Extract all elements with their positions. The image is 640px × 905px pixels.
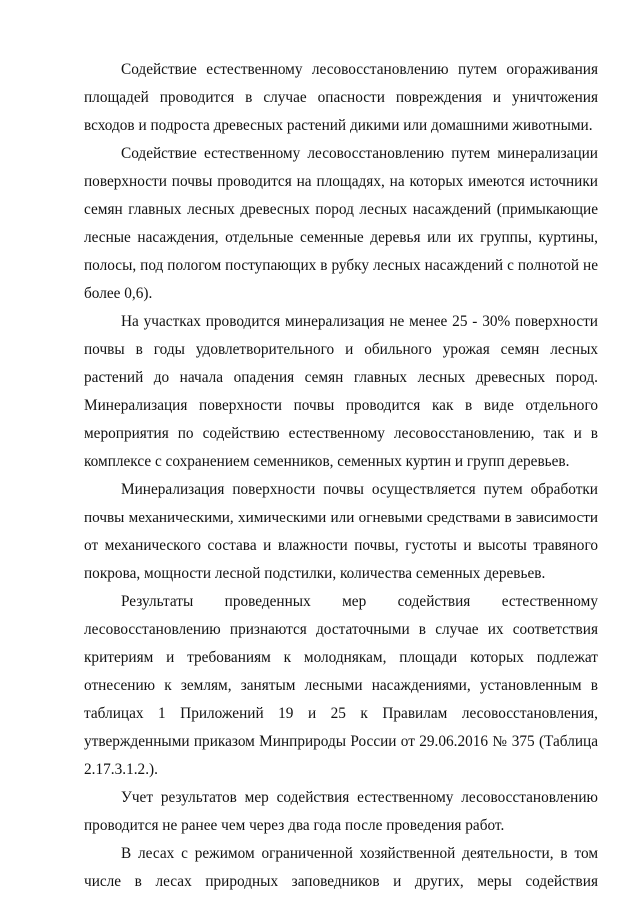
text-line: Содействие естественному лесовосстановлению путем огораживания	[121, 61, 598, 78]
text-line: семян главных лесных древесных пород лесных насаждений (примыкающие	[84, 201, 598, 218]
text-line: покрова, мощности лесной подстилки, количества семенных деревьев.	[84, 565, 546, 582]
text-line: Учет результатов мер содействия естественному лесовосстановлению	[121, 789, 598, 806]
text-line: мероприятия по содействию естественному лесовосстановлению, так и в	[84, 425, 598, 442]
text-line: Результаты проведенных мер содействия естественному	[121, 593, 598, 610]
text-line: почвы механическими, химическими или огневыми средствами в зависимости	[84, 509, 598, 526]
text-line: Содействие естественному лесовосстановлению путем минерализации	[121, 145, 598, 162]
paragraph-results	[84, 588, 598, 784]
paragraph-fencing	[84, 56, 598, 140]
text-line: В лесах с режимом ограниченной хозяйственной деятельности, в том	[121, 845, 598, 862]
text-line: Минерализация поверхности почвы проводится как в виде отдельного	[84, 397, 598, 414]
text-line: всходов и подроста древесных растений дикими или домашними животными.	[84, 117, 593, 134]
text-line: утвержденными приказом Минприроды России от 29.06.2016 № 375 (Таблица	[84, 733, 598, 750]
paragraph-mineralization-percent	[84, 308, 598, 476]
paragraph-soil-treatment	[84, 476, 598, 588]
text-line: отнесению к землям, занятым лесными насаждениями, установленным в	[84, 677, 598, 694]
text-line: таблицах 1 Приложений 19 и 25 к Правилам лесовосстановления,	[84, 705, 598, 722]
text-line: почвы в годы удовлетворительного и обильного урожая семян лесных	[84, 341, 598, 358]
text-line: от механического состава и влажности почвы, густоты и высоты травяного	[84, 537, 598, 554]
text-line: критериям и требованиям к молоднякам, площади которых подлежат	[84, 649, 598, 666]
text-line: комплексе с сохранением семенников, семенных куртин и групп деревьев.	[84, 453, 570, 470]
text-line: поверхности почвы проводится на площадях, на которых имеются источники	[84, 173, 598, 190]
paragraph-mineralization-areas	[84, 140, 598, 308]
document-body	[84, 56, 598, 896]
text-line: 2.17.3.1.2.).	[84, 761, 158, 778]
text-line: растений до начала опадения семян главных лесных древесных пород.	[84, 369, 598, 386]
text-line: Минерализация поверхности почвы осуществляется путем обработки	[121, 481, 598, 498]
text-line: площадей проводится в случае опасности повреждения и уничтожения	[84, 89, 598, 106]
text-line: лесные насаждения, отдельные семенные деревья или их группы, куртины,	[84, 229, 598, 246]
paragraph-restricted-forests	[84, 840, 598, 896]
text-line: проводится не ранее чем через два года после проведения работ.	[84, 817, 505, 834]
paragraph-accounting	[84, 784, 598, 840]
text-line: более 0,6).	[84, 285, 153, 302]
text-line: числе в лесах природных заповедников и других, меры содействия	[84, 873, 598, 890]
text-line: лесовосстановлению признаются достаточными в случае их соответствия	[84, 621, 598, 638]
text-line: На участках проводится минерализация не менее 25 - 30% поверхности	[121, 313, 598, 330]
text-line: полосы, под пологом поступающих в рубку лесных насаждений с полнотой не	[84, 257, 598, 274]
